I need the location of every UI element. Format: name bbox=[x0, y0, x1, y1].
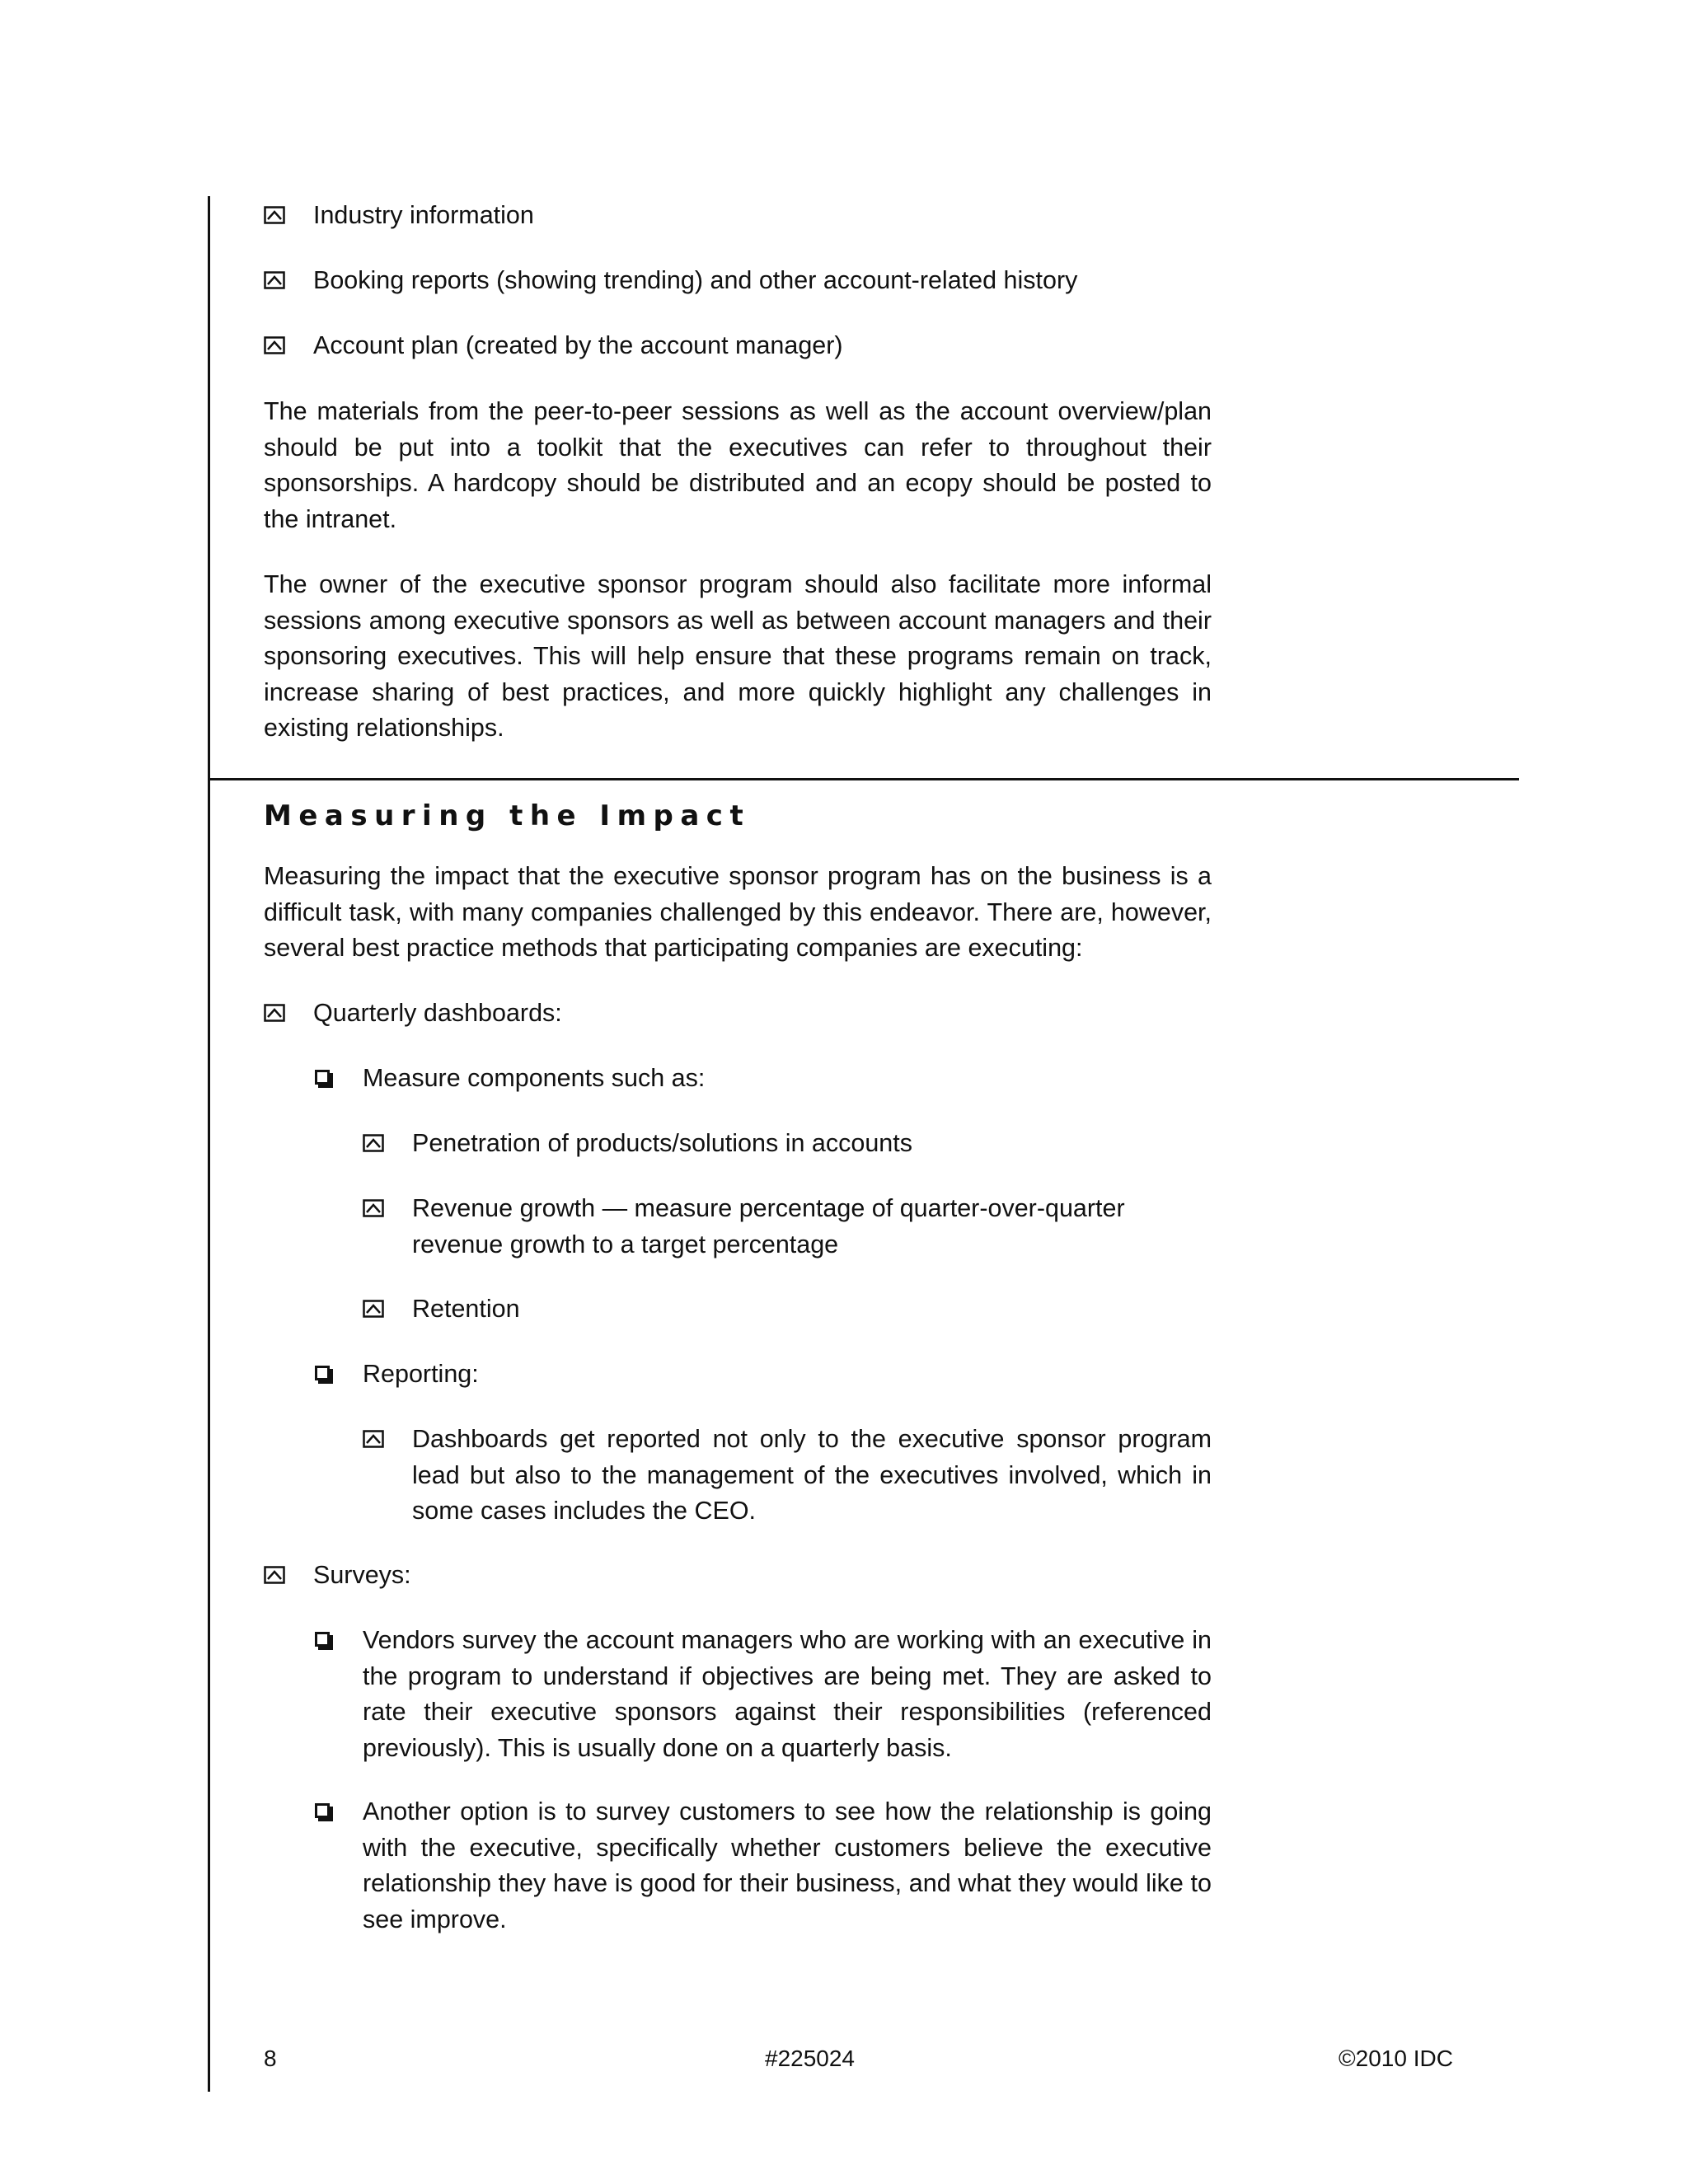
bullet-text: Vendors survey the account managers who are working with an executive in the program to understand if objectives are being met. They are asked to rate their executive sponsors against their responsibilities (referenced previously). This is usually done on a quarterly basis. bbox=[363, 1626, 1212, 1762]
shadow-square-icon bbox=[315, 1070, 330, 1085]
page-number: 8 bbox=[264, 2046, 277, 2071]
checked-box-icon bbox=[264, 336, 285, 354]
section-heading: Measuring the Impact bbox=[264, 799, 751, 832]
bullet-surveys bbox=[313, 1558, 1212, 1594]
checked-box-icon bbox=[363, 1199, 384, 1217]
shadow-square-icon bbox=[315, 1632, 330, 1647]
checked-box-icon bbox=[264, 1566, 285, 1584]
bullet-booking-reports bbox=[313, 263, 1212, 299]
reporting-detail bbox=[412, 1422, 1212, 1530]
bullet-text: Surveys: bbox=[313, 1561, 411, 1589]
document-id: #225024 bbox=[765, 2046, 856, 2071]
checked-box-icon bbox=[363, 1134, 384, 1152]
checked-box-icon bbox=[264, 1004, 285, 1022]
bullet-text: Another option is to survey customers to see how the relationship is going with the executive, specifically whether customers believe the executive relationship they have is good for their business, and what they would like to see improve. bbox=[363, 1797, 1212, 1933]
bullet-text: Revenue growth — measure percentage of quarter-over-quarter revenue growth to a target percentage bbox=[412, 1194, 1125, 1258]
measure-revenue-growth bbox=[412, 1191, 1137, 1263]
bullet-text: Booking reports (showing trending) and other account-related history bbox=[313, 266, 1078, 294]
measure-penetration bbox=[412, 1126, 1212, 1162]
bullet-quarterly-dashboards bbox=[313, 996, 1212, 1032]
measure-retention bbox=[412, 1291, 1212, 1328]
checked-box-icon bbox=[363, 1300, 384, 1318]
paragraph-informal-sessions: The owner of the executive sponsor program should also facilitate more informal sessions among executive sponsors as well as between account managers and their sponsoring executives. This will help ensure that these programs remain on track, increase sharing of best practices, and more quickly highlight any challenges in existing relationships. bbox=[264, 570, 1212, 742]
bullet-text: Quarterly dashboards: bbox=[313, 999, 562, 1027]
shadow-square-icon bbox=[315, 1366, 330, 1380]
bullet-account-plan bbox=[313, 328, 1212, 364]
subbullet-reporting bbox=[363, 1357, 1212, 1393]
bullet-text: Account plan (created by the account manager) bbox=[313, 331, 843, 359]
paragraph-toolkit: The materials from the peer-to-peer sessions as well as the account overview/plan should be put into a toolkit that the executives can refer to throughout their sponsorships. A hardcopy should be distributed and an ecopy should be posted to the intranet. bbox=[264, 397, 1212, 533]
checked-box-icon bbox=[264, 271, 285, 289]
survey-account-managers bbox=[363, 1623, 1212, 1766]
subbullet-measure-components bbox=[363, 1061, 1212, 1097]
checked-box-icon bbox=[264, 206, 285, 224]
shadow-square-icon bbox=[315, 1803, 330, 1818]
checked-box-icon bbox=[363, 1430, 384, 1448]
bullet-text: Penetration of products/solutions in accounts bbox=[412, 1129, 912, 1157]
bullet-text: Measure components such as: bbox=[363, 1064, 706, 1092]
copyright: ©2010 IDC bbox=[1339, 2046, 1453, 2071]
left-margin-rule bbox=[208, 196, 210, 2092]
bullet-text: Retention bbox=[412, 1295, 520, 1323]
survey-customers bbox=[363, 1794, 1212, 1938]
section-intro: Measuring the impact that the executive sponsor program has on the business is a difficult task, with many companies challenged by this endeavor. There are, however, several best practice methods that participating companies are executing: bbox=[264, 862, 1212, 962]
bullet-text: Industry information bbox=[313, 201, 534, 229]
section-divider bbox=[208, 778, 1519, 780]
bullet-text: Dashboards get reported not only to the executive sponsor program lead but also to the management of the executives involved, which in some cases includes the CEO. bbox=[412, 1425, 1212, 1525]
bullet-text: Reporting: bbox=[363, 1360, 479, 1388]
bullet-industry-information bbox=[313, 198, 1212, 234]
